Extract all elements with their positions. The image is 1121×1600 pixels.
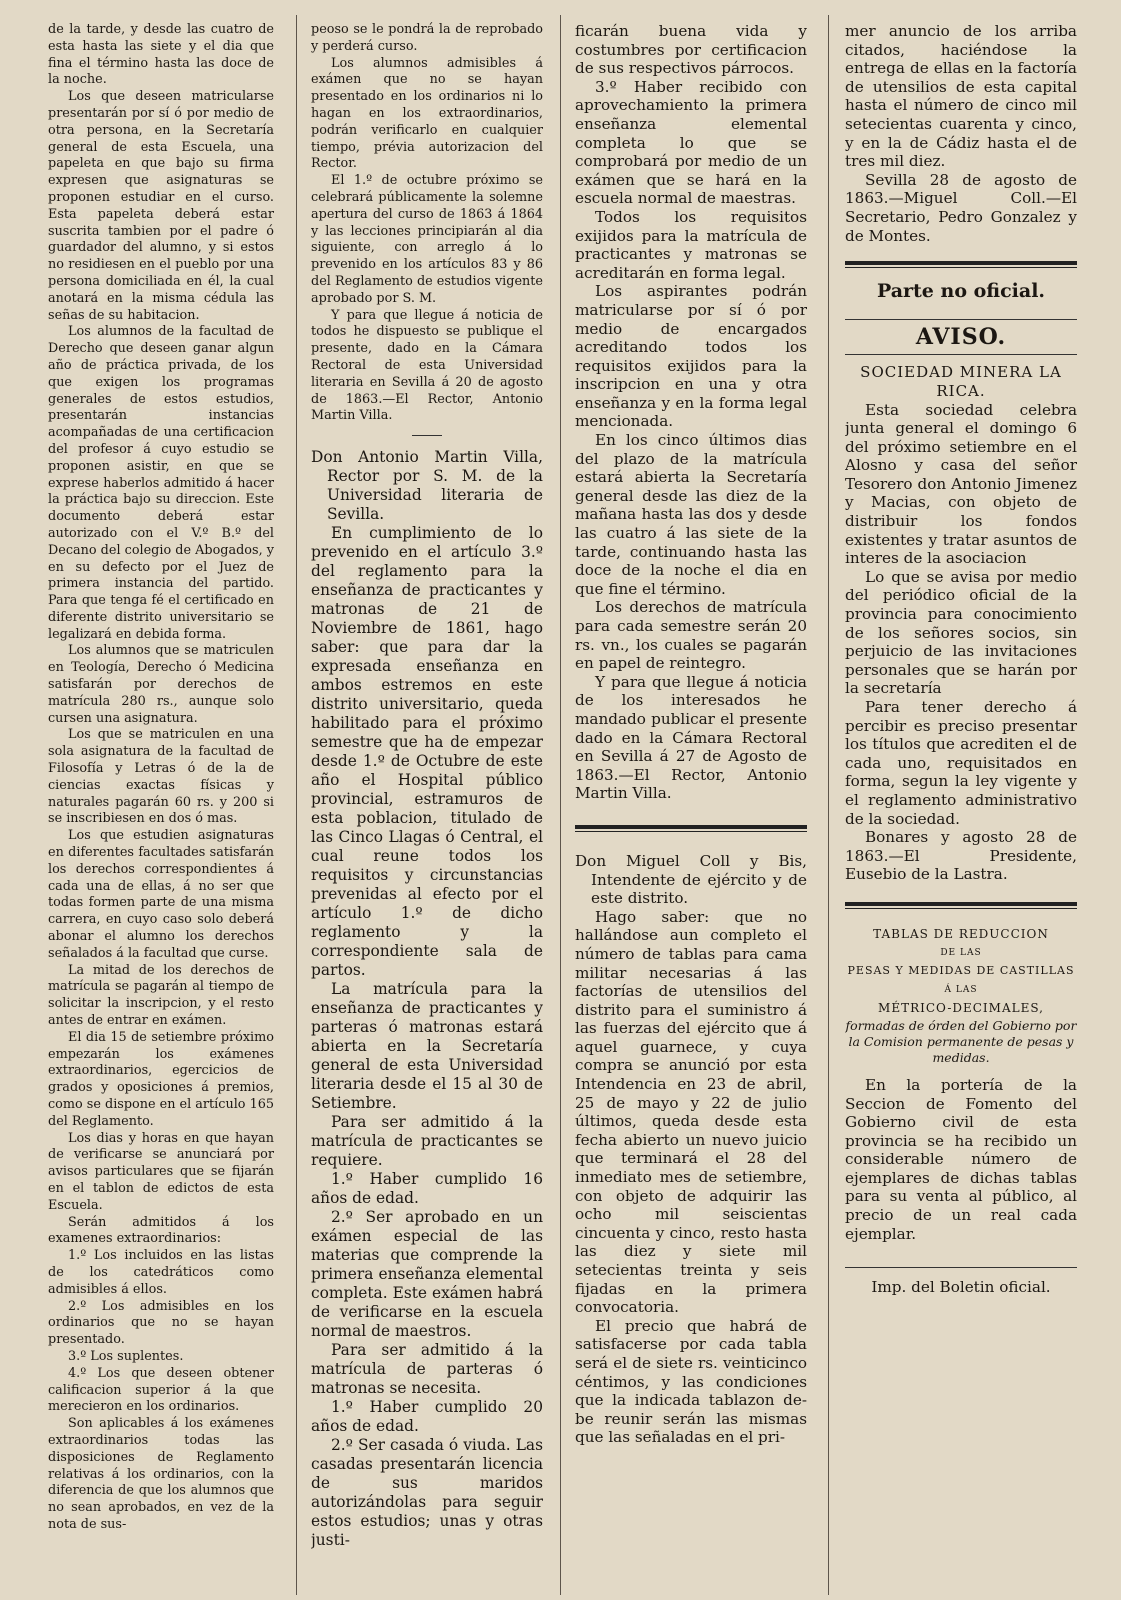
paragraph: Son aplicables á los exámenes extraordinarios todas las disposiciones de Reglamento relativas á los ordinarios, con la diferencia de que los alumnos que no sean aprobados, en vez de la nota de sus- <box>48 1416 274 1532</box>
tables-connector: DE LAS <box>940 947 982 958</box>
separator <box>412 435 442 436</box>
paragraph: El 1.º de octubre próximo se celebrará públicamente la solemne apertura del curso de 1863 á 1864 y las lecciones principiarán al dia siguiente, con arreglo á lo prevenido en los artículos 83 y 86 del Reglamento de estudios vigente aprobado por S. M. <box>311 173 543 306</box>
paragraph: Lo que se avisa por medio del periódico oficial de la provincia para conocimiento de los señores socios, sin perjuicio de las invitaciones personales que se harán por la secretaría <box>845 567 1077 698</box>
paragraph: Hago saber: que no hallándose aun completo el número de tablas para cama militar necesarias á las factorías de utensilios del distrito para el suministro á las fuerzas del ejército que á aquel guarnece, y cuya compra se anunció por esta Intendencia en 23 de abril, 25 de mayo y 22 de julio últimos, queda desde esta fecha abierto un nuevo juicio que terminará el 28 del inmediato mes de setiembre, con objeto de adquirir las ocho mil seiscientas cincuenta y cinco, resto hasta las diez y siete mil setecientas treinta y seis fijadas en la primera convocatoria. <box>575 907 807 1317</box>
paragraph: Sevilla 28 de agosto de 1863.—Miguel Coll.—El Secretario, Pedro Gonzalez y de Montes. <box>845 170 1077 245</box>
paragraph: En la portería de la Seccion de Fomento del Gobierno civil de esta provincia se ha recibido un considerable número de ejemplares de dichas tablas para su venta al público, al precio de un real cada ejemplar. <box>845 1075 1077 1243</box>
paragraph: Los dias y horas en que hayan de verificarse se anunciará por avisos particulares que se fijarán en el tablon de edictos de esta Escuela. <box>48 1130 274 1213</box>
paragraph: Todos los requisitos exijidos para la matrícula de practicantes y matronas se acreditarán en forma legal. <box>575 207 807 282</box>
paragraph: Los aspirantes podrán matricularse por sí ó por medio de encargados acreditando todos los requisitos exijidos para la inscripcion en una y otra enseñanza y en la forma legal mencionada. <box>575 282 807 431</box>
tables-note: formadas de órden del Gobierno por la Comision permanente de pesas y medidas. <box>845 1017 1077 1065</box>
paragraph: ficarán buena vida y costumbres por certificacion de sus respectivos párrocos. <box>575 22 807 78</box>
tables-title: TABLAS DE REDUCCION <box>873 926 1049 941</box>
company-name: SOCIEDAD MINERA LA RICA. <box>860 363 1062 400</box>
paragraph: 1.º Haber cumplido 20 años de edad. <box>311 1398 543 1436</box>
tables-subtitle: MÉTRICO-DECIMALES, <box>878 1001 1044 1016</box>
paragraph: Los que deseen matricularse presentarán por sí ó por medio de otra persona, en la Secretaría general de esta Escuela, una papeleta en que bajo su firma expresen que asignaturas se proponen estudiar en el curso. Esta papeleta deberá estar suscrita tambien por el padre ó guardador del alumno, y si estos no residiesen en el pueblo por una persona domiciliada en él, la cual anotará en la misma cédula las señas de su habitacion. <box>48 89 274 323</box>
paragraph: Esta sociedad celebra junta general el domingo 6 del próximo setiembre en el Alosno y casa del señor Tesorero don Antonio Jimenez y Macias, con objeto de distribuir los fondos existentes y tratar asuntos de interes de la asociacion <box>845 400 1077 568</box>
paragraph: 2.º Ser casada ó viuda. Las casadas presentarán licencia de sus maridos autorizándolas para seguir estos estudios; unas y otras justi- <box>311 1436 543 1550</box>
section-heading: Parte no oficial. <box>876 280 1046 303</box>
notice-heading: AVISO. <box>915 323 1007 350</box>
paragraph: En los cinco últimos dias del plazo de la matrícula estará abierta la Secretaría general desde las diez de la mañana hasta las dos y desde las cuatro á las siete de la tarde, continuando hasta las doce de la noche el dia en que fine el término. <box>575 431 807 598</box>
column-2 <box>311 22 543 1592</box>
paragraph: Los que se matriculen en una sola asignatura de la facultad de Filosofía y Letras ó de la de ciencias exactas físicas y naturales pagarán 60 rs. y 200 si se inscribiesen en dos ó mas. <box>48 727 274 827</box>
tables-subtitle: PESAS Y MEDIDAS DE CASTILLAS <box>847 964 1075 978</box>
column-divider <box>828 15 829 1595</box>
paragraph: Los derechos de matrícula para cada semestre serán 20 rs. vn., los cuales se pagarán en papel de reintegro. <box>575 598 807 673</box>
paragraph: Los que estudien asignaturas en diferentes facultades satisfarán los derechos correspondientes á cada una de ellas, á no ser que todas formen parte de una misma carrera, en cuyo caso solo deberá abonar el alumno los derechos señalados á la facultad que curse. <box>48 828 274 961</box>
list-item: 1.º Los incluidos en las listas de los catedráticos como admisibles á ellos. <box>48 1248 274 1297</box>
separator <box>845 354 1077 355</box>
separator <box>845 319 1077 320</box>
paragraph: Y para que llegue á noticia de todos he dispuesto se publique el presente, dado en la Cámara Rectoral de esta Universidad literaria en Sevilla á 20 de agosto de 1863.—El Rector, Antonio Martin Villa. <box>311 307 543 424</box>
thick-separator <box>575 825 807 832</box>
column-1 <box>48 22 274 1592</box>
paragraph: Para tener derecho á percibir es preciso presentar los títulos que acrediten el de cada uno, requisitados en forma, segun la ley vigente y el reglamento administrativo de la sociedad. <box>845 698 1077 828</box>
paragraph: peoso se le pondrá la de reprobado y perderá curso. <box>311 22 543 54</box>
paragraph: El precio que habrá de satisfacerse por cada tabla será el de siete rs. veinticinco céntimos, y las condiciones que la indicada tablazon de-be reunir serán las mismas que las señaladas en el pri- <box>575 1316 807 1447</box>
paragraph: 3.º Haber recibido con aprovechamiento la primera enseñanza elemental completa lo que se comprobará por medio de un exámen que se hará en la escuela normal de maestras. <box>575 77 807 208</box>
paragraph: Para ser admitido á la matrícula de practicantes se requiere. <box>311 1113 543 1170</box>
thick-separator <box>845 902 1077 909</box>
tables-connector: Á LAS <box>944 984 978 995</box>
paragraph: Bonares y agosto 28 de 1863.—El Presidente, Eusebio de la Lastra. <box>845 828 1077 884</box>
paragraph: La matrícula para la enseñanza de practicantes y parteras ó matronas estará abierta en la Secretaría general de esta Universidad literaria desde el 15 al 30 de Setiembre. <box>311 980 543 1113</box>
column-divider <box>296 15 297 1595</box>
list-item: 3.º Los suplentes. <box>68 1348 184 1364</box>
list-item: 4.º Los que deseen obtener calificacion superior á la que merecieron en los ordinarios. <box>48 1365 274 1415</box>
paragraph: 2.º Ser aprobado en un exámen especial de las materias que comprende la primera enseñanza elemental completa. Este exámen habrá de verificarse en la escuela normal de maestros. <box>311 1208 543 1341</box>
column-4 <box>845 22 1077 1592</box>
thick-separator <box>845 261 1077 268</box>
paragraph: Los alumnos que se matriculen en Teología, Derecho ó Medicina satisfarán por derechos de matrícula 280 rs., aunque solo cursen una asignatura. <box>48 643 274 726</box>
paragraph: El dia 15 de setiembre próximo empezarán los exámenes extraordinarios, egercicios de grados y oposiciones á premios, como se dispone en el artículo 165 del Reglamento. <box>48 1029 274 1129</box>
decree-heading: Don Miguel Coll y Bis, Intendente de ejército y de este distrito. <box>575 851 807 908</box>
column-divider <box>560 15 561 1595</box>
paragraph: Para ser admitido á la matrícula de parteras ó matronas se necesita. <box>311 1341 543 1398</box>
paragraph: Los alumnos admisibles á exámen que no se hayan presentado en los ordinarios ni lo hagan en los extraordinarios, podrán verificarlo en cualquier tiempo, prévia autorizacion del Rector. <box>311 55 543 172</box>
paragraph: Los alumnos de la facultad de Derecho que deseen ganar algun año de práctica privada, de los que exigen los programas generales de estos estudios, presentarán instancias acompañadas de una certificacion del profesor á cuyo estudio se proponen asistir, en que se exprese haberlos admitido á hacer la práctica bajo su direccion. Este documento deberá estar autorizado con el V.º B.º del Decano del colegio de Abogados, y en su defecto por el Juez de primera instancia del partido. Para que tenga fé el certificado en diferente distrito universitario se legalizará en debida forma. <box>48 324 274 642</box>
column-3 <box>575 22 807 1592</box>
paragraph: En cumplimiento de lo prevenido en el artículo 3.º del reglamento para la enseñanza de practicantes y matronas de 21 de Noviembre de 1861, hago saber: que para dar la expresada enseñanza en ambos estremos en este distrito universitario, queda habilitado para el próximo semestre que ha de empezar desde 1.º de Octubre de este año el Hospital público provincial, estramuros de esta poblacion, titulado de las Cinco Llagas ó Central, el cual reune todos los requisitos y circunstancias prevenidas al efecto por el artículo 1.º de dicho reglamento y la correspondiente sala de partos. <box>311 524 543 980</box>
separator <box>845 1267 1077 1268</box>
printer-imprint: Imp. del Boletin oficial. <box>871 1278 1051 1297</box>
paragraph: mer anuncio de los arriba citados, haciéndose la entrega de ellas en la factoría de utensilios de esta capital hasta el número de cinco mil setecientas cuarenta y cinco, y en la de Cádiz hasta el de tres mil diez. <box>845 22 1077 171</box>
paragraph: de la tarde, y desde las cuatro de esta hasta las siete y el dia que fina el término hasta las doce de la noche. <box>48 22 274 88</box>
list-item: 2.º Los admisibles en los ordinarios que no se hayan presentado. <box>48 1298 274 1348</box>
paragraph: Serán admitidos á los examenes extraordinarios: <box>48 1214 274 1247</box>
paragraph: Y para que llegue á noticia de los interesados he mandado publicar el presente dado en la Cámara Rectoral en Sevilla á 27 de Agosto de 1863.—El Rector, Antonio Martin Villa. <box>575 672 807 803</box>
paragraph: La mitad de los derechos de matrícula se pagarán al tiempo de solicitar la inscripcion, y el resto antes de entrar en exámen. <box>48 962 274 1029</box>
decree-heading: Don Antonio Martin Villa, Rector por S. M. de la Universidad literaria de Sevilla. <box>311 448 543 524</box>
paragraph: 1.º Haber cumplido 16 años de edad. <box>311 1170 543 1208</box>
